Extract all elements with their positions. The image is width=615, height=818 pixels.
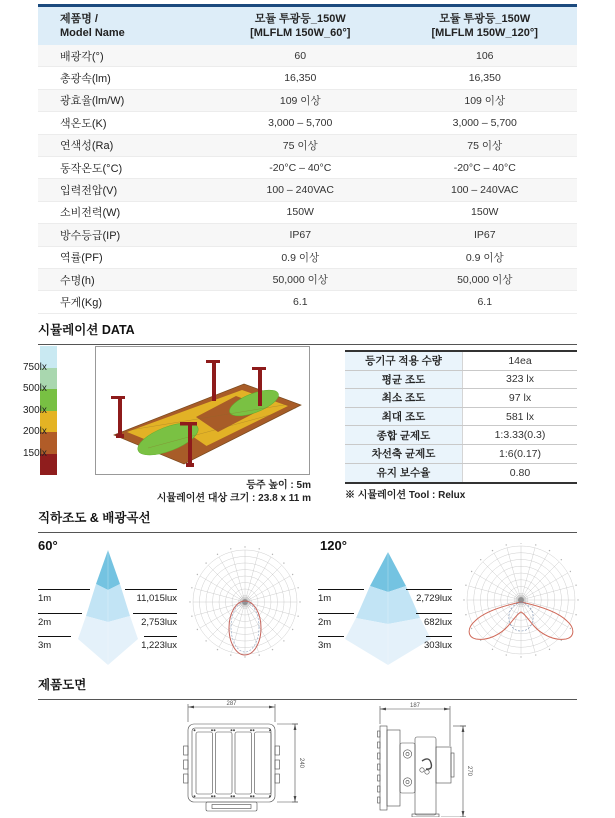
- table-row: [38, 291, 577, 313]
- spec-row-label: 광효율(lm/W): [60, 95, 125, 108]
- spec-row-value: 6.1: [292, 295, 308, 308]
- lux-value-3m: 1,223lux: [141, 640, 177, 651]
- spec-row-value: 3,000 – 5,700: [268, 116, 333, 129]
- legend-label: 200lx: [23, 426, 47, 437]
- legend-label: 750lx: [23, 361, 47, 373]
- spec-table-body: [38, 45, 577, 314]
- lux-value-2m: 682lux: [424, 617, 452, 628]
- spec-row-label: 입력전압(V): [60, 185, 118, 198]
- distance-line-3m: [38, 636, 71, 637]
- drawing-side-view: [366, 697, 501, 817]
- polar-curve-120: [458, 543, 588, 671]
- spec-row-value: 75 이상: [282, 139, 318, 152]
- lux-line-1m: [125, 589, 177, 590]
- spec-row-value: 16,350: [468, 72, 501, 85]
- distance-label-1m: 1m: [318, 593, 332, 604]
- spec-row-value: -20°C – 40°C: [269, 161, 332, 174]
- spec-table-header: [38, 7, 577, 45]
- spec-row-value: 6.1: [477, 295, 493, 308]
- model-label-line2: Model Name: [60, 27, 125, 39]
- pole-height-caption: 등주 높이 : 5m: [246, 480, 311, 491]
- angle-label-60: 60°: [38, 538, 58, 553]
- simulation-result-table: [345, 350, 577, 484]
- table-row: [345, 426, 577, 445]
- table-row: [345, 464, 577, 483]
- model-label-line1: 제품명 /: [60, 13, 98, 25]
- sim-row-label: 차선축 균제도: [345, 445, 463, 463]
- spec-row-value: 109 이상: [464, 94, 506, 107]
- target-size-caption: 시뮬레이션 대상 크기 : 23.8 x 11 m: [156, 493, 311, 504]
- lux-line-3m: [144, 636, 177, 637]
- spec-row-value: 0.9 이상: [281, 251, 320, 264]
- distance-label-3m: 3m: [318, 640, 332, 651]
- lux-line-3m: [426, 636, 452, 637]
- legend-label: 150lx: [23, 447, 47, 459]
- distance-label-3m: 3m: [38, 640, 52, 651]
- sim-row-value: 97 lx: [508, 391, 532, 404]
- spec-row-label: 무게(Kg): [60, 296, 103, 309]
- sim-row-label: 평균 조도: [345, 371, 463, 389]
- sim-row-value: 14ea: [508, 354, 532, 367]
- lux-value-1m: 2,729lux: [416, 593, 452, 604]
- table-row: [38, 157, 577, 179]
- spec-row-label: 수명(h): [60, 274, 95, 287]
- spec-row-value: 109 이상: [279, 94, 321, 107]
- spec-row-label: 소비전력(W): [60, 207, 121, 220]
- spec-row-value: 0.9 이상: [465, 251, 504, 264]
- angle-label-120: 120°: [320, 538, 347, 553]
- luminaire-marker-halo: [516, 595, 527, 606]
- simulation-field-graphic: [96, 347, 309, 474]
- sim-row-value: 323 lx: [505, 373, 535, 386]
- sim-row-value: 1:3.33(0.3): [494, 429, 546, 442]
- spec-row-value: 100 – 240VAC: [450, 184, 519, 197]
- sim-row-label: 종합 균제도: [345, 426, 463, 444]
- sim-row-value: 581 lx: [505, 410, 535, 423]
- spec-row-value: 150W: [286, 206, 314, 219]
- spec-row-value: 50,000 이상: [272, 274, 328, 287]
- spec-row-label: 총광속(lm): [60, 73, 111, 86]
- sim-row-label: 최대 조도: [345, 408, 463, 426]
- table-row: [38, 247, 577, 269]
- distance-label-2m: 2m: [318, 617, 332, 628]
- simulation-render: [95, 346, 310, 475]
- legend-label: 300lx: [23, 404, 47, 416]
- sim-row-value: 1:6(0.17): [498, 447, 542, 460]
- distance-line-2m: [38, 613, 82, 614]
- section-title-simulation: 시뮬레이션 DATA: [38, 320, 577, 345]
- lux-value-3m: 303lux: [424, 640, 452, 651]
- table-row: [38, 269, 577, 291]
- cone-diagram-120: [338, 544, 438, 670]
- cone-diagram-60: [58, 544, 158, 670]
- table-row: [345, 371, 577, 390]
- model-120-name: 모듈 투광등_150W: [439, 13, 531, 25]
- spec-row-value: 106: [475, 49, 494, 62]
- spec-header-model-label: [38, 12, 208, 40]
- table-row: [345, 389, 577, 408]
- polar-curve-60: [183, 543, 307, 667]
- simulation-tool-note: ※ 시뮬레이션 Tool : Relux: [345, 490, 466, 501]
- table-row: [345, 352, 577, 371]
- spec-row-label: 연색성(Ra): [60, 140, 114, 153]
- spec-row-value: 3,000 – 5,700: [452, 116, 517, 129]
- spec-row-label: 방수등급(IP): [60, 229, 121, 242]
- drawing-front-view: [168, 697, 323, 817]
- sim-row-label: 유지 보수율: [345, 464, 463, 483]
- spec-row-value: 50,000 이상: [457, 274, 513, 287]
- lux-line-2m: [416, 613, 452, 614]
- spec-row-value: 60: [294, 49, 307, 62]
- model-120-code: [MLFLM 150W_120°]: [431, 27, 538, 39]
- section-title-drawings: 제품도면: [38, 675, 577, 700]
- distance-label-2m: 2m: [38, 617, 52, 628]
- table-row: [38, 90, 577, 112]
- spec-row-value: IP67: [473, 228, 496, 241]
- distance-line-1m: [318, 589, 364, 590]
- spec-header-model-120: [393, 12, 578, 40]
- lux-value-2m: 2,753lux: [141, 617, 177, 628]
- lux-line-1m: [406, 589, 452, 590]
- distance-line-2m: [318, 613, 354, 614]
- sim-row-label: 등기구 적용 수량: [345, 352, 463, 370]
- spec-table: [38, 4, 577, 314]
- spec-row-value: 100 – 240VAC: [266, 184, 335, 197]
- spec-row-value: 16,350: [284, 72, 317, 85]
- spec-row-value: -20°C – 40°C: [453, 161, 516, 174]
- spec-header-model-60: [208, 12, 393, 40]
- sim-row-value: 0.80: [509, 466, 531, 479]
- side-width-dimension: 187: [409, 703, 421, 709]
- table-row: [38, 112, 577, 134]
- distance-label-1m: 1m: [38, 593, 52, 604]
- spec-row-label: 역률(PF): [60, 252, 103, 265]
- model-60-code: [MLFLM 150W_60°]: [250, 27, 351, 39]
- spec-row-value: 150W: [471, 206, 499, 219]
- side-height-dimension: 270: [466, 765, 472, 777]
- spec-row-value: 75 이상: [467, 139, 503, 152]
- table-row: [345, 408, 577, 427]
- table-row: [38, 67, 577, 89]
- legend-label: 500lx: [23, 383, 47, 394]
- table-row: [38, 202, 577, 224]
- spec-row-label: 배광각(°): [60, 50, 104, 63]
- front-width-dimension: 287: [226, 701, 237, 707]
- spec-row-value: IP67: [289, 228, 312, 241]
- distance-line-3m: [318, 636, 344, 637]
- distance-line-1m: [38, 589, 90, 590]
- table-row: [38, 45, 577, 67]
- lux-line-2m: [133, 613, 177, 614]
- table-row: [38, 224, 577, 246]
- front-height-dimension: 240: [298, 757, 304, 769]
- sim-row-label: 최소 조도: [345, 389, 463, 407]
- simulation-caption: [95, 479, 311, 505]
- spec-row-label: 동작온도(°C): [60, 162, 123, 175]
- table-row: [38, 179, 577, 201]
- lux-value-1m: 11,015lux: [136, 593, 177, 604]
- table-row: [345, 445, 577, 464]
- section-title-photometry: 직하조도 & 배광곡선: [38, 508, 577, 533]
- model-60-name: 모듈 투광등_150W: [254, 13, 346, 25]
- table-row: [38, 135, 577, 157]
- spec-row-label: 색온도(K): [60, 117, 107, 130]
